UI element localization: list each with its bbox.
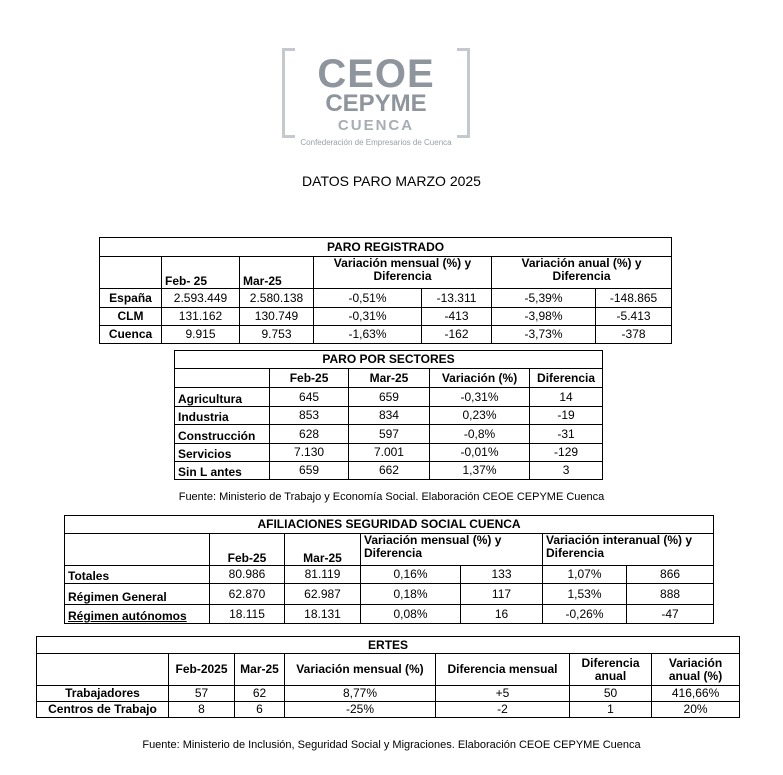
cell-mar: 62: [235, 686, 285, 702]
cell-var-mensual-dif: -13.311: [422, 289, 492, 308]
cell-var-anual-dif: -378: [596, 326, 672, 344]
source-note-inclusion: Fuente: Ministerio de Inclusión, Seguridad Social y Migraciones. Elaboración CEOE CEPYME Cuenca: [142, 739, 641, 751]
cell-var-mensual-dif: -162: [422, 326, 492, 344]
cell-feb: 645: [270, 388, 349, 407]
afiliaciones-title: AFILIACIONES SEGURIDAD SOCIAL CUENCA: [65, 516, 714, 534]
cell-feb: 659: [270, 462, 349, 480]
cell-dif-mensual: +5: [436, 686, 570, 702]
row-label: Servicios: [175, 444, 270, 462]
ceoe-cepyme-logo: [282, 48, 470, 154]
cell-var-mensual: -25%: [285, 702, 436, 718]
cell-var-anual: 416,66%: [652, 686, 740, 702]
cell-dif-anual: 50: [570, 686, 652, 702]
row-label: Centros de Trabajo: [37, 702, 169, 718]
row-label: Régimen General: [65, 584, 210, 605]
row-label: CLM: [100, 308, 162, 326]
cell-feb: 9.915: [162, 326, 240, 344]
cell-var-anual-pct: -3,98%: [492, 308, 596, 326]
header-empty: [65, 534, 210, 566]
header-diferencia-anual: Diferencia anual: [570, 654, 652, 686]
cell-var-interanual-pct: 1,53%: [543, 584, 627, 605]
cell-var-mensual-pct: -1,63%: [314, 326, 422, 344]
cell-var-mensual-dif: -413: [422, 308, 492, 326]
cell-variacion: 0,23%: [429, 407, 529, 425]
cell-var-mensual: 8,77%: [285, 686, 436, 702]
cell-mar: 7.001: [349, 444, 430, 462]
cell-mar: 659: [349, 388, 430, 407]
header-empty: [100, 257, 162, 289]
logo-line-cepyme: CEPYME: [325, 90, 427, 117]
cell-feb: 57: [169, 686, 235, 702]
table-row: [175, 444, 603, 462]
cell-var-interanual-dif: 888: [627, 584, 714, 605]
cell-var-mensual-dif: 16: [461, 605, 543, 624]
header-variacion-anual: Variación anual (%) y Diferencia: [492, 257, 672, 289]
cell-mar: 2.580.138: [240, 289, 314, 308]
cell-dif-mensual: -2: [436, 702, 570, 718]
logo-line-ceoe: CEOE: [317, 52, 435, 96]
cell-var-interanual-dif: -47: [627, 605, 714, 624]
header-mar: Mar-25: [240, 257, 314, 289]
cell-feb: 7.130: [270, 444, 349, 462]
cell-feb: 80.986: [210, 566, 285, 584]
row-label: Construcción: [175, 425, 270, 444]
cell-diferencia: 3: [530, 462, 603, 480]
row-label: Sin L antes: [175, 462, 270, 480]
cell-variacion: -0,8%: [429, 425, 529, 444]
row-label: Industria: [175, 407, 270, 425]
row-label: Cuenca: [100, 326, 162, 344]
header-diferencia-mensual: Diferencia mensual: [436, 654, 570, 686]
cell-feb: 62.870: [210, 584, 285, 605]
cell-diferencia: -31: [530, 425, 603, 444]
paro-registrado-title: PARO REGISTRADO: [100, 238, 672, 257]
row-label: Totales: [65, 566, 210, 584]
header-feb: Feb- 25: [162, 257, 240, 289]
header-empty: [37, 654, 169, 686]
cell-var-mensual-pct: -0,31%: [314, 308, 422, 326]
header-feb: Feb-2025: [169, 654, 235, 686]
table-row: [175, 425, 603, 444]
source-note-trabajo: Fuente: Ministerio de Trabajo y Economía Social. Elaboración CEOE CEPYME Cuenca: [178, 491, 605, 503]
cell-var-anual-pct: -3,73%: [492, 326, 596, 344]
cell-mar: 662: [349, 462, 430, 480]
cell-mar: 130.749: [240, 308, 314, 326]
table-row: [100, 308, 672, 326]
cell-mar: 9.753: [240, 326, 314, 344]
table-row: [175, 388, 603, 407]
cell-var-mensual-pct: -0,51%: [314, 289, 422, 308]
header-variacion-interanual: Variación interanual (%) y Diferencia: [543, 534, 714, 566]
header-variacion-mensual: Variación mensual (%) y Diferencia: [314, 257, 492, 289]
cell-var-interanual-pct: -0,26%: [543, 605, 627, 624]
table-row: [175, 407, 603, 425]
cell-var-mensual-dif: 117: [461, 584, 543, 605]
header-feb: Feb-25: [270, 369, 349, 388]
cell-var-anual-pct: -5,39%: [492, 289, 596, 308]
cell-feb: 18.115: [210, 605, 285, 624]
paro-sectores-table: [174, 350, 603, 480]
cell-variacion: -0,31%: [429, 388, 529, 407]
cell-mar: 62.987: [285, 584, 361, 605]
cell-var-anual-dif: -5.413: [596, 308, 672, 326]
row-label: España: [100, 289, 162, 308]
logo-line-cuenca: CUENCA: [337, 117, 415, 134]
row-label: Trabajadores: [37, 686, 169, 702]
header-mar: Mar-25: [235, 654, 285, 686]
header-mar: Mar-25: [349, 369, 430, 388]
table-row: [175, 462, 603, 480]
document-title: DATOS PARO MARZO 2025: [302, 173, 481, 189]
paro-registrado-table: [99, 237, 672, 344]
row-label-link: Régimen autónomos: [65, 605, 210, 624]
ertes-title: ERTES: [37, 637, 740, 654]
table-row: [100, 289, 672, 308]
cell-var-interanual-pct: 1,07%: [543, 566, 627, 584]
header-variacion-mensual: Variación mensual (%) y Diferencia: [361, 534, 543, 566]
header-variacion: Variación (%): [429, 369, 529, 388]
cell-var-mensual-pct: 0,18%: [361, 584, 461, 605]
cell-feb: 8: [169, 702, 235, 718]
header-variacion-anual: Variación anual (%): [652, 654, 740, 686]
header-variacion-mensual: Variación mensual (%): [285, 654, 436, 686]
cell-mar: 834: [349, 407, 430, 425]
cell-feb: 2.593.449: [162, 289, 240, 308]
cell-mar: 597: [349, 425, 430, 444]
table-row: [65, 605, 714, 624]
table-row: [37, 686, 740, 702]
table-row: [37, 702, 740, 718]
row-label: Agricultura: [175, 388, 270, 407]
cell-mar: 81.119: [285, 566, 361, 584]
cell-variacion: -0,01%: [429, 444, 529, 462]
cell-mar: 18.131: [285, 605, 361, 624]
cell-var-interanual-dif: 866: [627, 566, 714, 584]
cell-diferencia: -129: [530, 444, 603, 462]
header-feb: Feb-25: [210, 534, 285, 566]
cell-var-mensual-dif: 133: [461, 566, 543, 584]
cell-var-anual: 20%: [652, 702, 740, 718]
cell-variacion: 1,37%: [429, 462, 529, 480]
table-row: [100, 326, 672, 344]
table-row: [65, 566, 714, 584]
cell-diferencia: -19: [530, 407, 603, 425]
cell-diferencia: 14: [530, 388, 603, 407]
cell-var-mensual-pct: 0,08%: [361, 605, 461, 624]
paro-sectores-title: PARO POR SECTORES: [175, 351, 603, 369]
header-diferencia: Diferencia: [530, 369, 603, 388]
cell-var-anual-dif: -148.865: [596, 289, 672, 308]
cell-feb: 628: [270, 425, 349, 444]
cell-mar: 6: [235, 702, 285, 718]
ertes-table: [36, 636, 740, 718]
table-row: [65, 584, 714, 605]
logo-tagline: Confederación de Empresarios de Cuenca: [300, 138, 452, 147]
header-mar: Mar-25: [285, 534, 361, 566]
cell-feb: 131.162: [162, 308, 240, 326]
afiliaciones-table: [64, 515, 714, 624]
cell-var-mensual-pct: 0,16%: [361, 566, 461, 584]
header-empty: [175, 369, 270, 388]
cell-feb: 853: [270, 407, 349, 425]
cell-dif-anual: 1: [570, 702, 652, 718]
